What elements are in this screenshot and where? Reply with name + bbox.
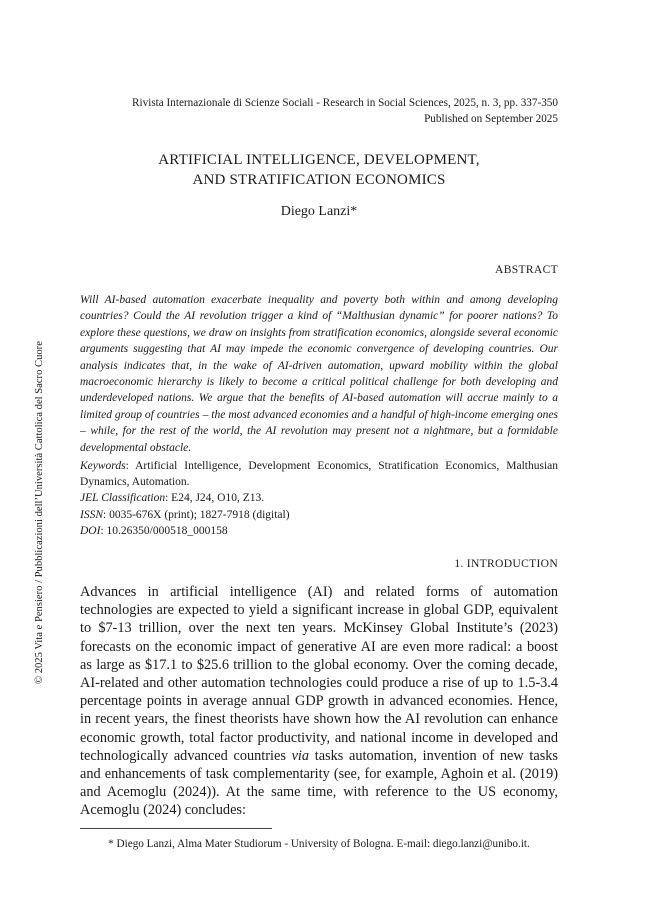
- jel-value: : E24, J24, O10, Z13.: [165, 492, 265, 505]
- issn-value: : 0035-676X (print); 1827-7918 (digital): [103, 508, 290, 521]
- body-paragraph: [80, 583, 558, 820]
- article-metadata: [80, 458, 558, 539]
- title-line-1: ARTIFICIAL INTELLIGENCE, DEVELOPMENT,: [158, 152, 480, 168]
- doi: [80, 523, 558, 539]
- body-text-part-1: Advances in artificial intelligence (AI) and related forms of automation technologies are expected to yield a significant increase in global GDP, equivalent to $7-13 trillion, over the next ten years. McKinsey Global Institute’s (2023) forecasts on the economic impact of generative AI are even more radical: a boost as large as $17.1 to $25.6 trillion to the global economy. Over the coming decade, AI-related and other automation technologies could produce a rise of up to 1.5-3.4 percentage points in average annual GDP growth in advanced economies. Hence, in recent years, the finest theorists have shown how the AI revolution can enhance economic growth, total factor productivity, and national income in developed and technologically advanced countries: [80, 584, 558, 764]
- footnote: * Diego Lanzi, Alma Mater Studiorum - University of Bologna. E-mail: diego.lanzi@unibo.it.: [108, 838, 530, 850]
- keywords-label: Keywords: [80, 460, 126, 472]
- jel-classification: [80, 490, 558, 506]
- section-heading: 1. INTRODUCTION: [454, 557, 558, 570]
- issn-label: ISSN: [80, 508, 103, 521]
- issn: [80, 507, 558, 523]
- body-text-via: via: [291, 747, 310, 764]
- body-text-part-2: tasks automation, invention of new tasks and enhancements of task complementarity (see, for example, Aghoin et al. (2019) and Acemoglu (2024)). At the same time, with reference to the US economy, Acemoglu (2024) concludes:: [80, 747, 558, 819]
- article-title: [80, 150, 558, 190]
- publication-date: Published on September 2025: [424, 113, 558, 125]
- journal-citation: Rivista Internazionale di Scienze Sociali - Research in Social Sciences, 2025, n. 3, pp. 337-350: [132, 97, 558, 109]
- doi-label: DOI: [80, 524, 101, 537]
- title-line-2: AND STRATIFICATION ECONOMICS: [192, 172, 446, 188]
- doi-value: : 10.26350/000518_000158: [100, 524, 228, 537]
- abstract-text: Will AI-based automation exacerbate inequality and poverty both within and among developing countries? Could the AI revolution trigger a kind of “Malthusian dynamic” for poorer nations? To explore these questions, we draw on insights from stratification economics, alongside several economic arguments suggesting that AI may impede the economic convergence of developing countries. Our analysis indicates that, in the wake of AI-driven automation, upward mobility within the global macroeconomic hierarchy is likely to become a critical political challenge for both developing and underdeveloped nations. We argue that the benefits of AI-based automation will accrue mainly to a limited group of countries – the most advanced economies and a handful of high-income emerging ones – while, for the rest of the world, the AI revolution may present not a nightmare, but a formidable developmental obstacle.: [80, 294, 558, 454]
- copyright-text: © 2025 Vita e Pensiero / Pubblicazioni dell’Università Cattolica del Sacro Cuore: [34, 341, 45, 684]
- abstract-heading: ABSTRACT: [495, 263, 558, 276]
- author-name: Diego Lanzi*: [280, 204, 358, 219]
- jel-label: JEL Classification: [80, 492, 166, 505]
- journal-header: [80, 95, 558, 127]
- keywords-value: : Artificial Intelligence, Development Economics, Stratification Economics, Malthusian Dynamics, Automation.: [80, 460, 558, 489]
- keywords: [80, 458, 558, 490]
- footnote-divider: [80, 828, 272, 829]
